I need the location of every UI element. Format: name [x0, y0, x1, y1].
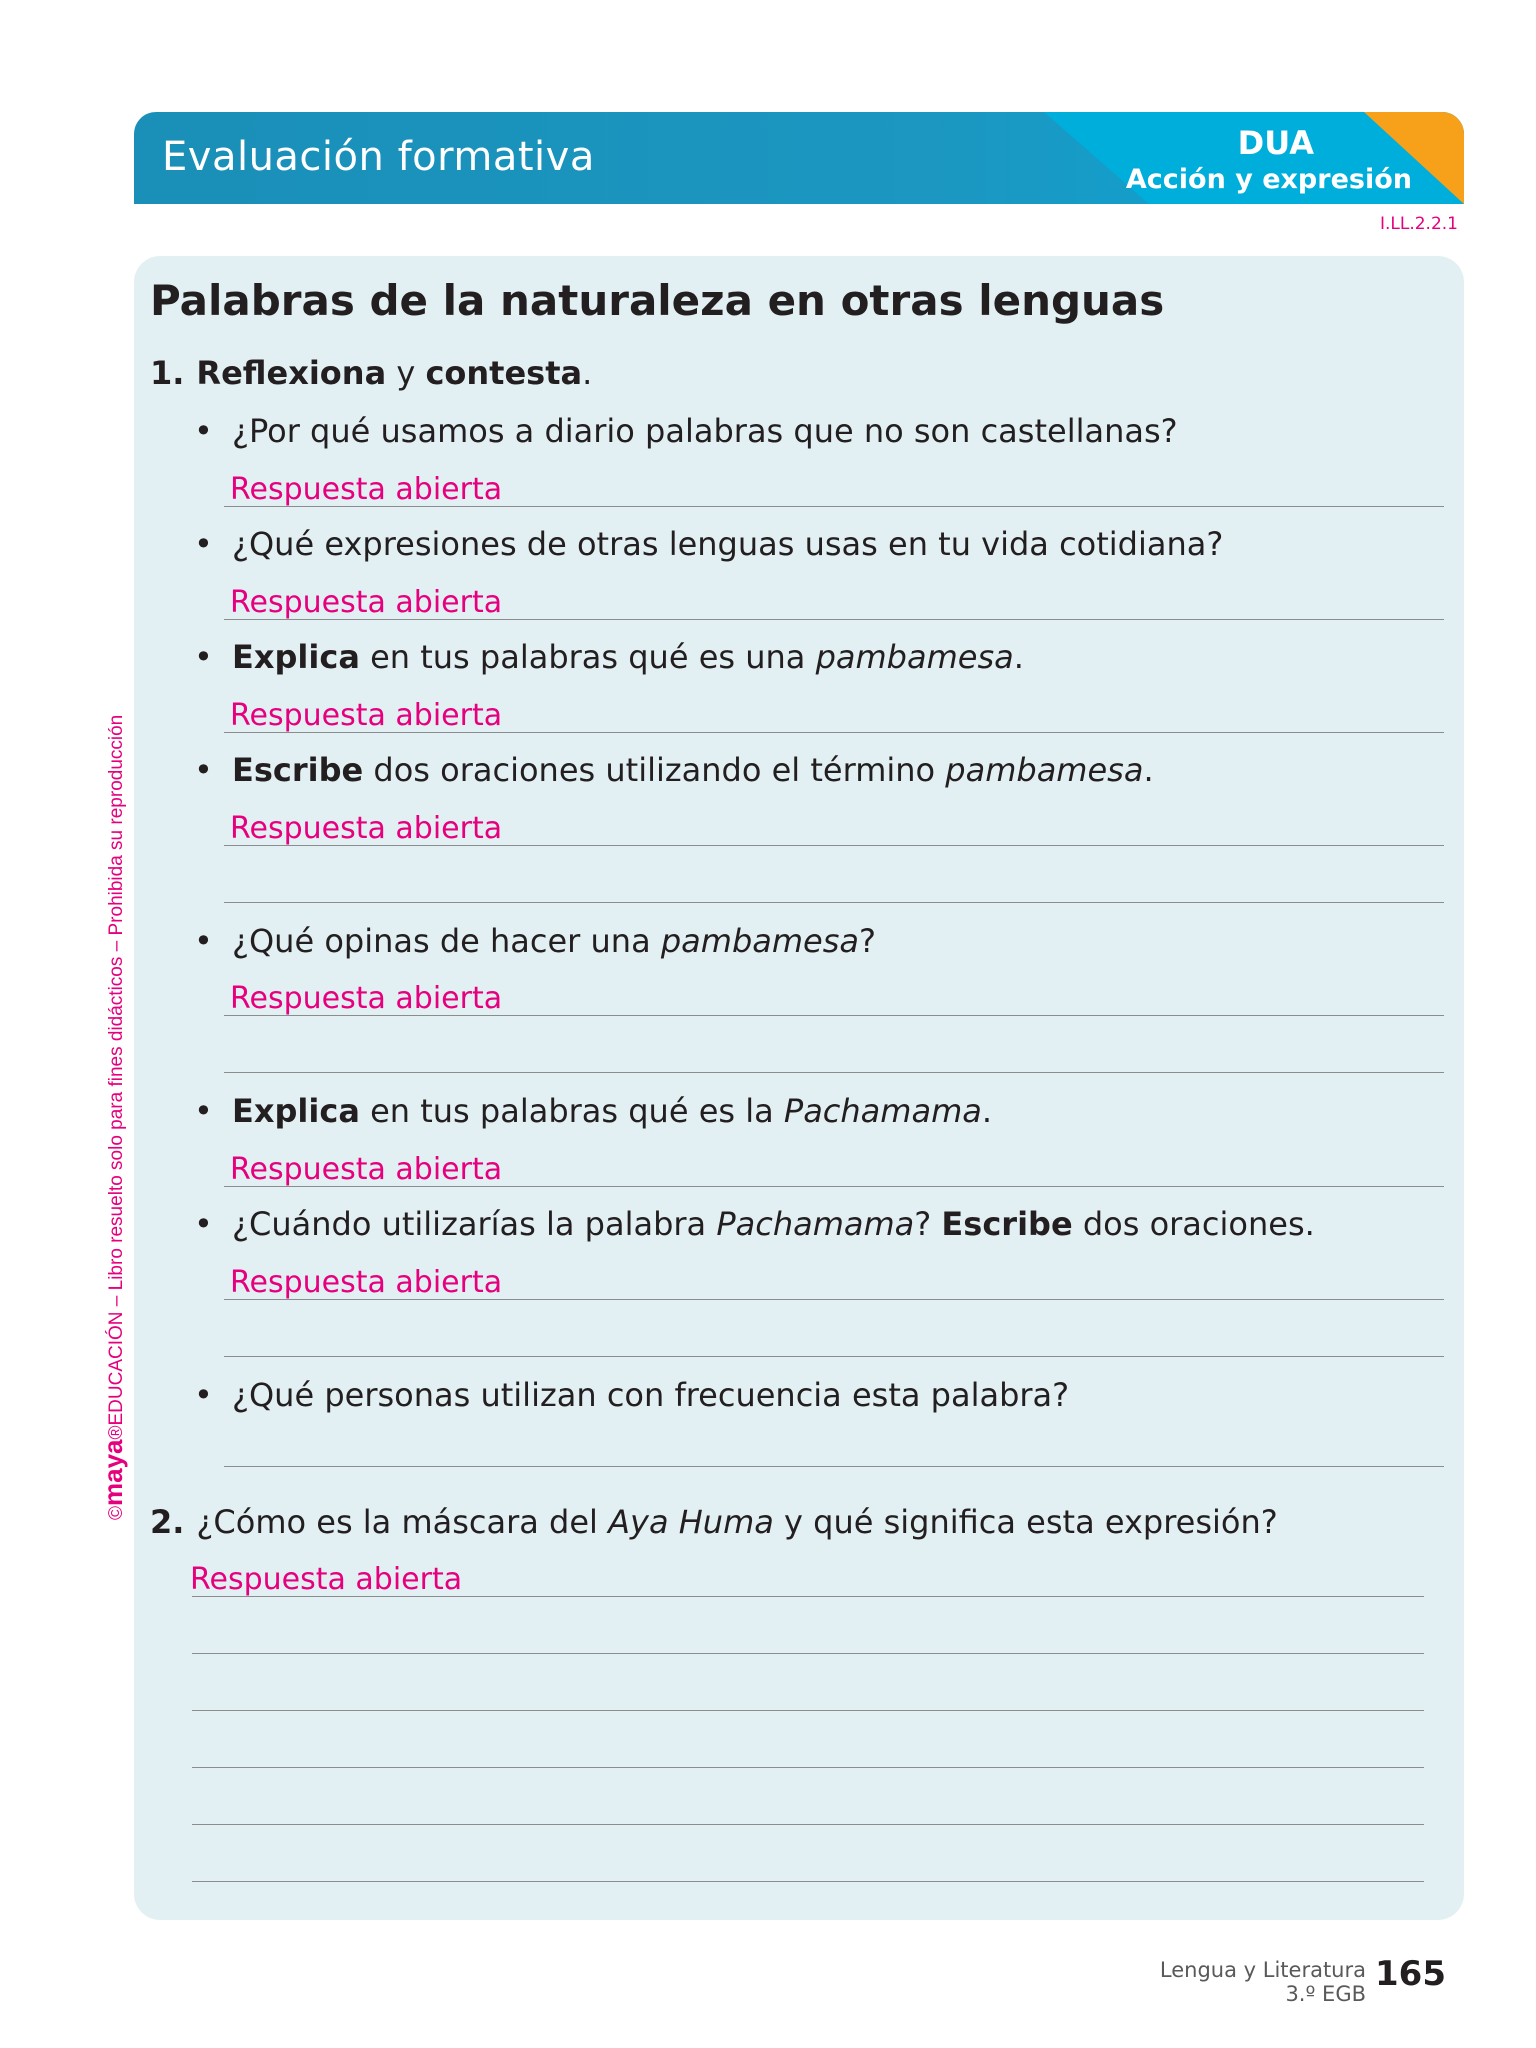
- bullet-icon: •: [194, 1376, 213, 1414]
- answer-line: [224, 1356, 1444, 1357]
- key-term: Pachamama: [783, 1092, 982, 1130]
- answer-text: Respuesta abierta: [230, 981, 503, 1016]
- answer-line: [192, 1596, 1424, 1597]
- question-text: ¿Qué personas utilizan con frecuencia esta palabra?: [232, 1376, 1070, 1414]
- question-text: ¿Qué expresiones de otras lenguas usas en tu vida cotidiana?: [232, 525, 1224, 563]
- answer-text: Respuesta abierta: [230, 472, 503, 507]
- key-term: pambamesa: [660, 922, 859, 960]
- bullet-icon: •: [194, 412, 213, 450]
- punctuation: .: [1143, 751, 1154, 789]
- question-text: en tus palabras qué es una: [359, 638, 816, 676]
- question-text: ¿Cuándo utilizarías la palabra: [232, 1205, 717, 1243]
- question-bullet: [194, 922, 876, 960]
- answer-line: [224, 902, 1444, 903]
- question-bullet: [194, 638, 1024, 676]
- page-number: 165: [1375, 1954, 1446, 1994]
- key-term: Aya Huma: [608, 1503, 774, 1541]
- answer-line: [192, 1881, 1424, 1882]
- punctuation: .: [981, 1092, 993, 1130]
- instruction-verb: Explica: [232, 1092, 360, 1130]
- bullet-icon: •: [194, 1092, 213, 1130]
- answer-line: [192, 1767, 1424, 1768]
- answer-line: [192, 1710, 1424, 1711]
- punctuation: ?: [914, 1205, 942, 1243]
- answer-line: [224, 619, 1444, 620]
- question-text: dos oraciones.: [1072, 1205, 1315, 1243]
- copyright-symbol: ©: [106, 1506, 127, 1520]
- bullet-icon: •: [194, 638, 213, 676]
- copyright-text: EDUCACIÓN – Libro resuelto solo para fines didácticos – Prohibida su reproducción: [106, 714, 127, 1426]
- answer-line: [192, 1653, 1424, 1654]
- instruction-verb: Escribe: [941, 1205, 1073, 1243]
- instruction-verb: contesta: [425, 354, 583, 392]
- punctuation: .: [1013, 638, 1024, 676]
- section-title: Evaluación formativa: [162, 134, 595, 180]
- activity-title: Palabras de la naturaleza en otras lenguas: [150, 276, 1165, 325]
- instruction-verb: Escribe: [232, 751, 364, 789]
- question-bullet: [194, 1376, 1069, 1414]
- answer-text: Respuesta abierta: [230, 1152, 503, 1187]
- question-text: ¿Por qué usamos a diario palabras que no son castellanas?: [232, 412, 1178, 450]
- answer-line: [224, 506, 1444, 507]
- question-bullet: [194, 525, 1223, 563]
- dua-subtitle: Acción y expresión: [1125, 164, 1412, 195]
- indicator-code: I.LL.2.2.1: [1379, 214, 1458, 234]
- instruction-verb: Explica: [232, 638, 360, 676]
- connector-text: y: [386, 354, 426, 392]
- brand-logo: maya: [98, 1439, 128, 1506]
- instruction-verb: Reflexiona: [196, 354, 387, 392]
- header-banner: [134, 112, 1464, 204]
- question-1-heading: [150, 354, 592, 392]
- answer-text: Respuesta abierta: [230, 585, 503, 620]
- bullet-icon: •: [194, 1205, 213, 1243]
- question-bullet: [194, 1205, 1315, 1243]
- copyright-note: [98, 715, 129, 1520]
- activity-card: [134, 256, 1464, 1920]
- dua-title: DUA: [1237, 124, 1314, 162]
- question-text: dos oraciones utilizando el término: [363, 751, 946, 789]
- key-term: pambamesa: [945, 751, 1144, 789]
- answer-line: [192, 1824, 1424, 1825]
- question-text: ¿Cómo es la máscara del: [196, 1503, 609, 1541]
- answer-line: [224, 732, 1444, 733]
- answer-line: [224, 1466, 1444, 1467]
- answer-text: Respuesta abierta: [190, 1562, 463, 1597]
- question-bullet: [194, 751, 1154, 789]
- question-number: 2.: [150, 1503, 185, 1541]
- answer-text: Respuesta abierta: [230, 698, 503, 733]
- question-text: en tus palabras qué es la: [359, 1092, 784, 1130]
- key-term: Pachamama: [716, 1205, 915, 1243]
- question-text: ¿Qué opinas de hacer una: [232, 922, 661, 960]
- bullet-icon: •: [194, 751, 213, 789]
- answer-text: Respuesta abierta: [230, 811, 503, 846]
- grade-level: 3.º EGB: [1285, 1982, 1366, 2006]
- question-bullet: [194, 1092, 992, 1130]
- answer-line: [224, 1015, 1444, 1016]
- key-term: pambamesa: [815, 638, 1014, 676]
- question-text: y qué significa esta expresión?: [773, 1503, 1278, 1541]
- punctuation: ?: [859, 922, 876, 960]
- question-bullet: [194, 412, 1178, 450]
- answer-line: [224, 1299, 1444, 1300]
- answer-line: [224, 1072, 1444, 1073]
- footer-subject: [1160, 1958, 1366, 2006]
- subject-name: Lengua y Literatura: [1159, 1958, 1366, 1982]
- bullet-icon: •: [194, 525, 213, 563]
- answer-line: [224, 1186, 1444, 1187]
- bullet-icon: •: [194, 922, 213, 960]
- answer-line: [224, 845, 1444, 846]
- registered-mark: ®: [106, 1425, 127, 1440]
- punctuation: .: [582, 354, 593, 392]
- answer-text: Respuesta abierta: [230, 1265, 503, 1300]
- question-number: 1.: [150, 354, 185, 392]
- question-2-heading: [150, 1503, 1278, 1541]
